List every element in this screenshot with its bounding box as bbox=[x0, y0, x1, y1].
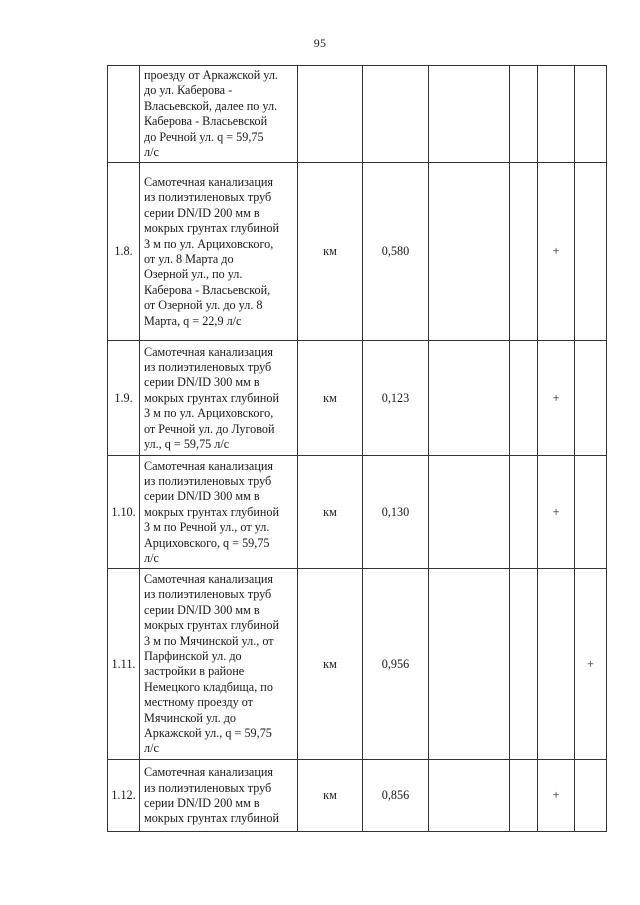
row-mark-1 bbox=[429, 456, 510, 569]
table-row bbox=[108, 341, 607, 456]
row-mark-4 bbox=[575, 163, 607, 341]
row-unit bbox=[298, 66, 363, 163]
works-table bbox=[107, 65, 607, 832]
row-mark-1 bbox=[429, 341, 510, 456]
row-mark-4: + bbox=[575, 569, 607, 760]
row-description bbox=[140, 569, 298, 760]
row-number: 1.10. bbox=[108, 456, 140, 569]
row-number: 1.11. bbox=[108, 569, 140, 760]
row-mark-3: + bbox=[538, 760, 575, 832]
row-description-text: Самотечная канализация из полиэтиленовых труб серии DN/ID 300 мм в мокрых грунтах глубиной 3 м по ул. Арциховского, от Речной ул. до Луговой ул., q = 59,75 л/с bbox=[144, 344, 279, 451]
row-description-text: Самотечная канализация из полиэтиленовых труб серии DN/ID 200 мм в мокрых грунтах глубиной 3 м по ул. Арциховского, от ул. 8 Марта до Озерной ул., по ул. Каберова - Власьевской, от Озерной ул. до ул. 8 Марта, q = 22,9 л/с bbox=[144, 174, 279, 328]
row-mark-4 bbox=[575, 760, 607, 832]
row-number: 1.8. bbox=[108, 163, 140, 341]
row-description-text: проезду от Аркажской ул. до ул. Каберова - Власьевской, далее по ул. Каберова - Власьевской до Речной ул. q = 59,75 л/с bbox=[144, 68, 278, 160]
table-row bbox=[108, 66, 607, 163]
row-quantity: 0,123 bbox=[363, 341, 429, 456]
row-unit: км bbox=[298, 456, 363, 569]
row-quantity: 0,580 bbox=[363, 163, 429, 341]
row-mark-2 bbox=[510, 456, 538, 569]
row-description bbox=[140, 760, 298, 832]
row-quantity bbox=[363, 66, 429, 163]
row-description bbox=[140, 163, 298, 341]
page-number: 95 bbox=[313, 36, 327, 50]
row-number bbox=[108, 66, 140, 163]
row-mark-1 bbox=[429, 760, 510, 832]
row-mark-1 bbox=[429, 569, 510, 760]
row-unit: км bbox=[298, 341, 363, 456]
row-description-text: Самотечная канализация из полиэтиленовых труб серии DN/ID 300 мм в мокрых грунтах глубиной 3 м по Речной ул., от ул. Арциховского, q = 59,75 л/с bbox=[144, 458, 279, 565]
row-mark-3 bbox=[538, 66, 575, 163]
row-mark-3 bbox=[538, 569, 575, 760]
row-mark-1 bbox=[429, 163, 510, 341]
row-quantity: 0,130 bbox=[363, 456, 429, 569]
table-row bbox=[108, 760, 607, 832]
row-description-text: Самотечная канализация из полиэтиленовых труб серии DN/ID 200 мм в мокрых грунтах глубиной bbox=[144, 765, 279, 826]
row-unit: км bbox=[298, 760, 363, 832]
row-mark-3: + bbox=[538, 456, 575, 569]
row-mark-2 bbox=[510, 66, 538, 163]
row-quantity: 0,856 bbox=[363, 760, 429, 832]
row-unit: км bbox=[298, 569, 363, 760]
row-number: 1.12. bbox=[108, 760, 140, 832]
row-mark-3: + bbox=[538, 163, 575, 341]
row-number: 1.9. bbox=[108, 341, 140, 456]
row-mark-2 bbox=[510, 569, 538, 760]
row-mark-4 bbox=[575, 341, 607, 456]
row-mark-2 bbox=[510, 760, 538, 832]
row-description bbox=[140, 66, 298, 163]
table-row bbox=[108, 163, 607, 341]
row-unit: км bbox=[298, 163, 363, 341]
table-row bbox=[108, 569, 607, 760]
row-mark-1 bbox=[429, 66, 510, 163]
row-mark-3: + bbox=[538, 341, 575, 456]
row-description-text: Самотечная канализация из полиэтиленовых труб серии DN/ID 300 мм в мокрых грунтах глубиной 3 м по Мячинской ул., от Парфинской ул. до застройки в районе Немецкого кладбища, по местному проезду от Мячинской ул. до Аркажской ул., q = 59,75 л/с bbox=[144, 572, 279, 756]
row-mark-4 bbox=[575, 66, 607, 163]
row-mark-2 bbox=[510, 163, 538, 341]
row-quantity: 0,956 bbox=[363, 569, 429, 760]
row-mark-2 bbox=[510, 341, 538, 456]
row-mark-4 bbox=[575, 456, 607, 569]
table-row bbox=[108, 456, 607, 569]
row-description bbox=[140, 456, 298, 569]
row-description bbox=[140, 341, 298, 456]
